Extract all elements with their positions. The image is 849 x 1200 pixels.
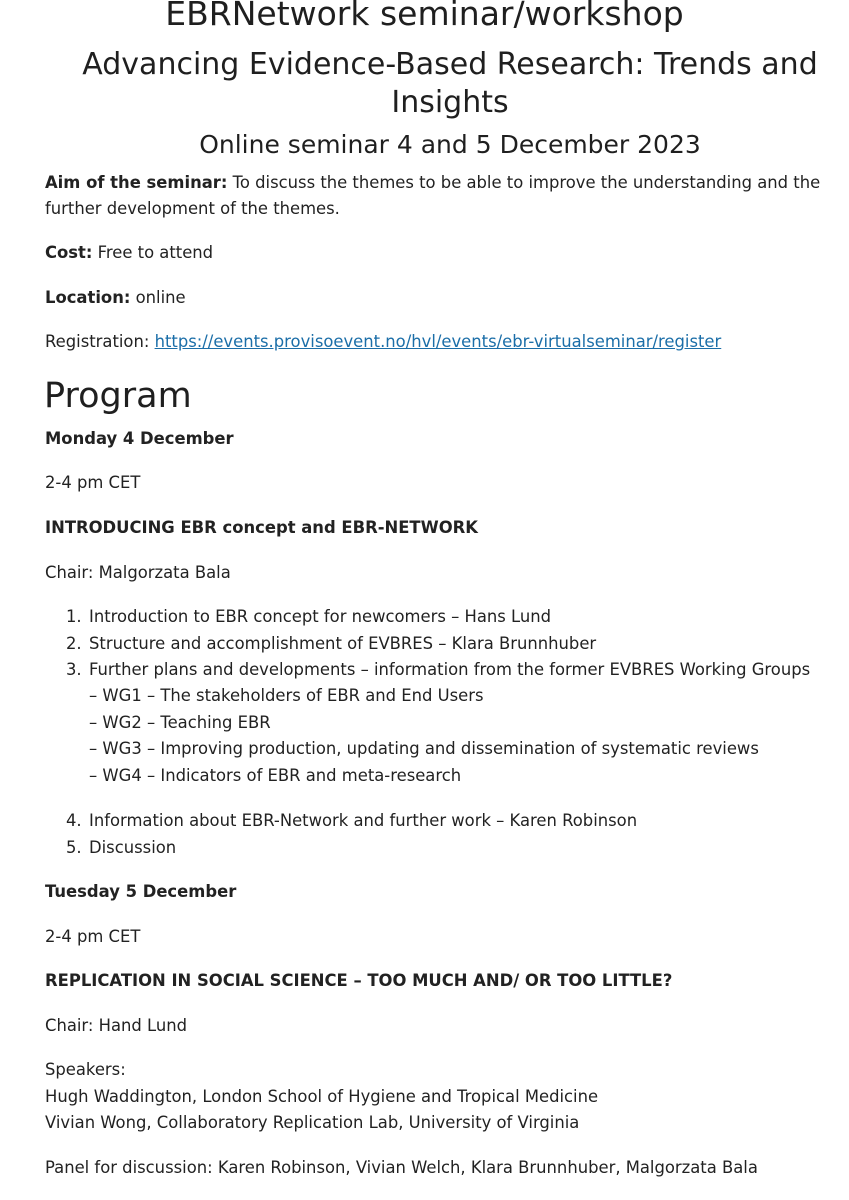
day1-list-item: [66, 808, 637, 834]
list-number: 3.: [66, 660, 82, 679]
list-number: 2.: [66, 634, 82, 653]
registration-paragraph: [45, 329, 721, 355]
registration-link[interactable]: [155, 332, 722, 351]
registration-label: Registration:: [45, 332, 155, 351]
list-item-text: Information about EBR-Network and further work – Karen Robinson: [89, 811, 638, 830]
program-heading: Program: [44, 376, 192, 416]
discussion-panel: Panel for discussion: Karen Robinson, Vivian Welch, Klara Brunnhuber, Malgorzata Bala: [45, 1158, 758, 1177]
location-paragraph: [45, 285, 186, 311]
speaker-item: Vivian Wong, Collaboratory Replication Lab, University of Virginia: [45, 1113, 580, 1132]
list-item-text: Discussion: [89, 838, 177, 857]
cost-paragraph: [45, 240, 213, 266]
day2-date: Tuesday 5 December: [45, 882, 237, 901]
day1-list-item: [66, 631, 596, 657]
day1-list-item: [66, 657, 810, 683]
seminar-date-heading: Online seminar 4 and 5 December 2023: [199, 130, 701, 159]
location-value: online: [130, 288, 186, 307]
list-number: 5.: [66, 838, 82, 857]
list-item-text: Further plans and developments – information from the former EVBRES Working Groups: [89, 660, 811, 679]
day1-list-item: [66, 604, 551, 630]
working-group-item: – WG4 – Indicators of EBR and meta-research: [89, 766, 462, 785]
speakers-label: Speakers:: [45, 1060, 126, 1079]
aim-label: Aim of the seminar:: [45, 173, 228, 192]
aim-paragraph-line2: further development of the themes.: [45, 199, 340, 218]
page-subtitle-line2: Insights: [391, 85, 509, 120]
aim-text: To discuss the themes to be able to improve the understanding and the: [227, 173, 821, 192]
list-number: 4.: [66, 811, 82, 830]
list-item-text: Introduction to EBR concept for newcomers – Hans Lund: [89, 607, 552, 626]
day1-session-title: INTRODUCING EBR concept and EBR-NETWORK: [45, 518, 478, 537]
page-title: EBRNetwork seminar/workshop: [165, 0, 684, 33]
location-label: Location:: [45, 288, 131, 307]
working-group-item: – WG1 – The stakeholders of EBR and End Users: [89, 686, 484, 705]
day2-chair: Chair: Hand Lund: [45, 1016, 188, 1035]
day1-list-item: [66, 835, 176, 861]
cost-label: Cost:: [45, 243, 93, 262]
day2-session-title: REPLICATION IN SOCIAL SCIENCE – TOO MUCH AND/ OR TOO LITTLE?: [45, 971, 673, 990]
list-number: 1.: [66, 607, 82, 626]
day1-time: 2-4 pm CET: [45, 473, 141, 492]
day2-time: 2-4 pm CET: [45, 927, 141, 946]
speaker-item: Hugh Waddington, London School of Hygiene and Tropical Medicine: [45, 1087, 599, 1106]
working-group-item: – WG3 – Improving production, updating and dissemination of systematic reviews: [89, 739, 759, 758]
working-group-item: – WG2 – Teaching EBR: [89, 713, 271, 732]
registration-link-text[interactable]: https://events.provisoevent.no/hvl/events/ebr-virtualseminar/register: [154, 332, 722, 351]
day1-date: Monday 4 December: [45, 429, 234, 448]
cost-value: Free to attend: [92, 243, 214, 262]
day1-chair: Chair: Malgorzata Bala: [45, 563, 231, 582]
page-subtitle-line1: Advancing Evidence-Based Research: Trends and: [82, 47, 818, 82]
list-item-text: Structure and accomplishment of EVBRES – Klara Brunnhuber: [89, 634, 597, 653]
aim-paragraph-line1: [45, 170, 820, 196]
